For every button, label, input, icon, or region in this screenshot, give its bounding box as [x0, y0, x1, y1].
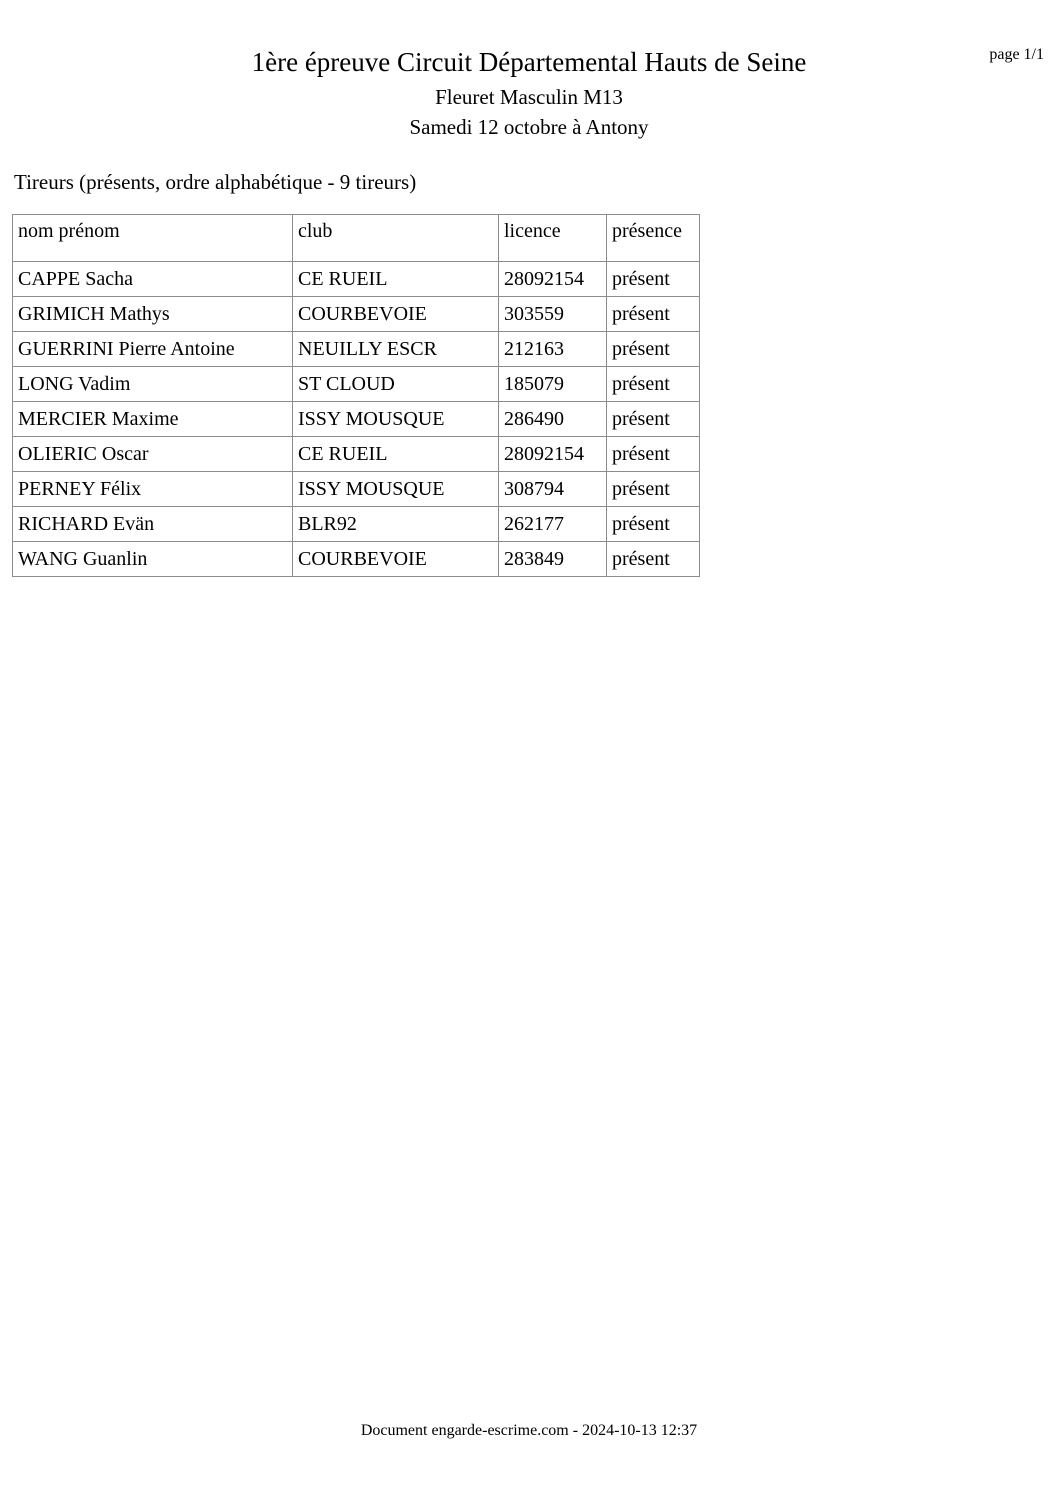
competition-title: 1ère épreuve Circuit Départemental Hauts de Seine [251, 47, 807, 77]
cell-club: ST CLOUD [293, 367, 499, 402]
table-row [13, 472, 700, 507]
cell-club: CE RUEIL [293, 262, 499, 297]
table-header-row [13, 215, 700, 262]
cell-name: GUERRINI Pierre Antoine [13, 332, 293, 367]
table-row [13, 402, 700, 437]
cell-presence: présent [607, 367, 700, 402]
cell-licence: 185079 [499, 367, 607, 402]
cell-licence: 286490 [499, 402, 607, 437]
column-header-club: club [293, 215, 499, 262]
cell-presence: présent [607, 402, 700, 437]
table-row [13, 297, 700, 332]
table-row [13, 437, 700, 472]
section-title: Tireurs (présents, ordre alphabétique - 9 tireurs) [14, 170, 417, 194]
cell-presence: présent [607, 297, 700, 332]
cell-name: PERNEY Félix [13, 472, 293, 507]
cell-club: COURBEVOIE [293, 542, 499, 577]
cell-name: MERCIER Maxime [13, 402, 293, 437]
cell-presence: présent [607, 332, 700, 367]
cell-licence: 283849 [499, 542, 607, 577]
document-footer: Document engarde-escrime.com - 2024-10-13 12:37 [360, 1422, 698, 1439]
cell-presence: présent [607, 542, 700, 577]
cell-name: CAPPE Sacha [13, 262, 293, 297]
cell-name: OLIERIC Oscar [13, 437, 293, 472]
cell-name: WANG Guanlin [13, 542, 293, 577]
cell-presence: présent [607, 507, 700, 542]
cell-licence: 28092154 [499, 262, 607, 297]
cell-name: GRIMICH Mathys [13, 297, 293, 332]
column-header-name: nom prénom [13, 215, 293, 262]
cell-presence: présent [607, 437, 700, 472]
table-row [13, 507, 700, 542]
page-number: page 1/1 [989, 46, 1044, 63]
cell-club: ISSY MOUSQUE [293, 472, 499, 507]
cell-club: BLR92 [293, 507, 499, 542]
cell-name: LONG Vadim [13, 367, 293, 402]
cell-licence: 212163 [499, 332, 607, 367]
event-category: Fleuret Masculin M13 [435, 85, 623, 109]
cell-club: ISSY MOUSQUE [293, 402, 499, 437]
cell-presence: présent [607, 262, 700, 297]
cell-licence: 303559 [499, 297, 607, 332]
cell-name: RICHARD Evän [13, 507, 293, 542]
cell-licence: 28092154 [499, 437, 607, 472]
cell-licence: 262177 [499, 507, 607, 542]
cell-club: CE RUEIL [293, 437, 499, 472]
fencers-table [12, 214, 700, 577]
column-header-licence: licence [499, 215, 607, 262]
column-header-presence: présence [607, 215, 700, 262]
table-row [13, 262, 700, 297]
table-row [13, 542, 700, 577]
event-date-place: Samedi 12 octobre à Antony [409, 115, 649, 139]
cell-club: NEUILLY ESCR [293, 332, 499, 367]
table-row [13, 332, 700, 367]
cell-club: COURBEVOIE [293, 297, 499, 332]
cell-presence: présent [607, 472, 700, 507]
document-header [0, 44, 1058, 142]
table-row [13, 367, 700, 402]
cell-licence: 308794 [499, 472, 607, 507]
